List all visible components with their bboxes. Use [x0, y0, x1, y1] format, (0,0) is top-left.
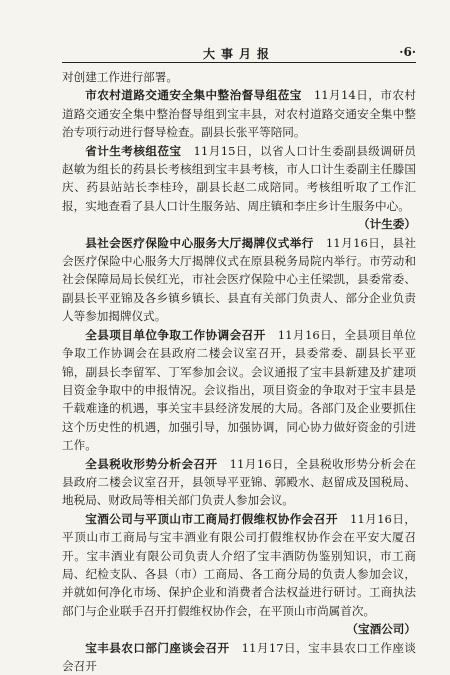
journal-title: 大事月报 — [202, 47, 275, 61]
paragraph-7 — [62, 639, 416, 675]
news-headline: 全县项目单位争取工作协调会召开 — [85, 327, 266, 342]
paragraph-5 — [62, 455, 416, 510]
news-body: 11月16日，全县项目单位争取工作协调会在县政府二楼会议室召开，县委常委、副县长平亚锦，副县长李留军、丁军参加会议。会议通报了宝丰县新建及扩建项目资金争取中的申报情况。会议指出，项目资金的争取对于宝丰县是千载难逢的机遇，事关宝丰县经济发展的大局。各部门及企业要抓住这个历史性的机遇，加强引导，加强协调，同心协力做好资金的引进工作。 — [62, 327, 416, 453]
news-headline: 宝丰县农口部门座谈会召开 — [85, 640, 230, 655]
paragraph-1 — [62, 86, 416, 141]
article-body — [62, 68, 416, 675]
news-headline: 县社会医疗保险中心服务大厅揭牌仪式举行 — [85, 235, 314, 250]
news-body: 11月16日，全县税收形势分析会在县政府二楼会议室召开，县领导平亚锦、郭殿水、赵留成及国税局、地税局、财政局等相关部门负责人参加会议。 — [62, 456, 416, 508]
news-headline: 省计生考核组莅宝 — [85, 143, 182, 158]
news-body: 11月14日，市农村道路交通安全集中整治督导组到宝丰县，对农村道路交通安全集中整治专项行动进行督导检查。副县长张平等陪同。 — [62, 88, 416, 140]
paragraph-0: 对创建工作进行部署。 — [62, 70, 178, 84]
source-tag: （宝酒公司） — [346, 622, 416, 637]
news-body: 11月16日，平顶山市工商局与宝丰酒业有限公司打假维权协作会在平安大厦召开。宝丰酒业有限公司负责人介绍了宝丰酒防伪鉴别知识，市工商局、纪检支队、各县（市）工商局、各工商分局的负责人参加会议，并就如何净化市场、保护企业和消费者合法权益进行研讨。工商执法部门与企业联手召开打假维权协作会，在平顶山市尚属首次。 — [62, 511, 416, 618]
paragraph-2 — [62, 142, 416, 234]
news-body: 11月15日，以省人口计生委副县级调研员赵敏为组长的药县长考核组到宝丰县考核，市人口计生委副主任滕国庆、药县站站长李桂玲，副县长赵二成陪同。考核组听取了工作汇报，实地查看了县人口计生服务站、周庄镇和李庄乡计生服务中心。 — [62, 143, 416, 213]
news-body: 11月16日，县社会医疗保险中心服务大厅揭牌仪式在原县税务局院内举行。市劳动和社会保障局局长侯红光，市社会医疗保险中心主任梁凯，县委常委、副县长平亚锦及各乡镇乡镇长、县直有关部门负责人、部分企业负责人等参加揭牌仪式。 — [62, 235, 416, 324]
source-tag: （计生委） — [358, 217, 416, 232]
page-header — [62, 44, 416, 63]
news-headline: 市农村道路交通安全集中整治督导组莅宝 — [85, 88, 302, 103]
news-headline: 全县税收形势分析会召开 — [85, 456, 218, 471]
paragraph-3 — [62, 234, 416, 326]
news-body: 11月17日，宝丰县农口工作座谈会召开 — [62, 640, 416, 673]
paragraph-4 — [62, 326, 416, 455]
paragraph-6 — [62, 510, 416, 639]
news-headline: 宝酒公司与平顶山市工商局打假维权协作会召开 — [85, 511, 338, 526]
page-number: ·6· — [399, 45, 416, 59]
